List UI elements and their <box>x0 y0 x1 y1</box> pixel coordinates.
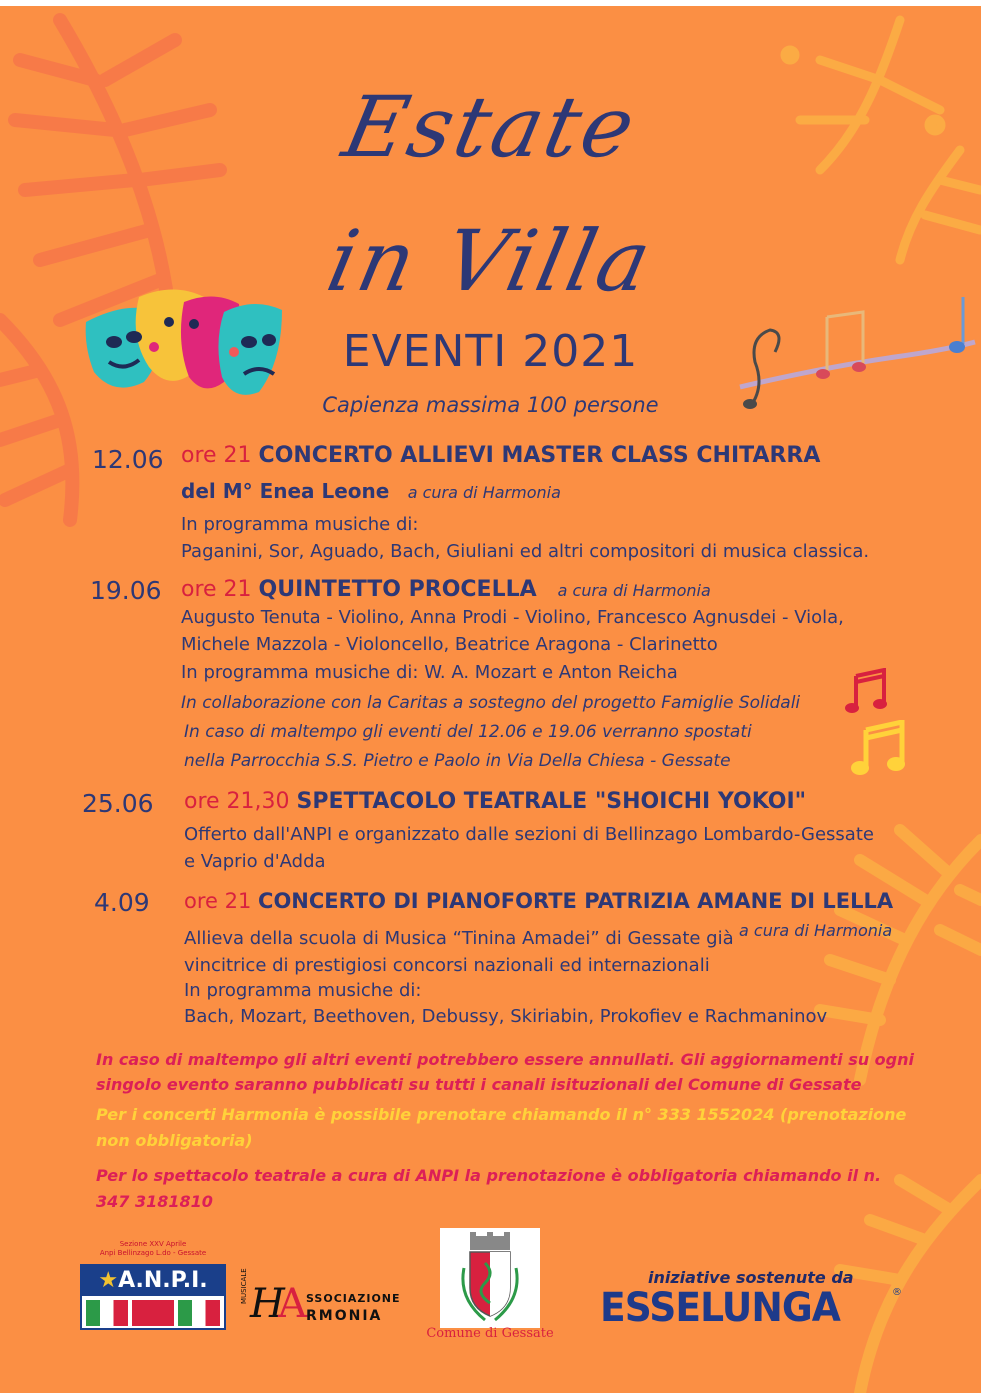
anpi-booking-note: Per lo spettacolo teatrale a cura di ANPI la prenotazione è obbligatoria chiamando il n. <box>96 1166 882 1185</box>
capacity-note: Capienza massima 100 persone <box>322 393 659 417</box>
anpi-booking-note: 347 3181810 <box>96 1192 213 1211</box>
event-organizer: a cura di Harmonia <box>739 921 893 940</box>
event-title: QUINTETTO PROCELLA <box>258 577 537 602</box>
event-description: Offerto dall'ANPI e organizzato dalle sezioni di Bellinzago Lombardo-Gessate <box>184 824 874 845</box>
star-icon: ★ <box>98 1268 119 1293</box>
esselunga-tagline: iniziative sostenute da <box>648 1268 854 1287</box>
esselunga-logo: ESSELUNGA <box>600 1285 840 1331</box>
event-heading <box>181 577 711 602</box>
weather-notice: singolo evento saranno pubblicati su tutti i canali isituzionali del Comune di Gessate <box>96 1075 862 1094</box>
music-note-icon <box>850 720 908 778</box>
harmonia-small-label: MUSICALE <box>240 1268 248 1304</box>
event-description: Allieva della scuola di Musica “Tinina Amadei” di Gessate già <box>184 928 734 949</box>
event-description: In programma musiche di: <box>184 980 422 1001</box>
anpi-caption: Sezione XXV Aprile <box>119 1240 187 1248</box>
anpi-name: A.N.P.I. <box>118 1268 208 1293</box>
event-date: 4.09 <box>94 888 150 917</box>
harmonia-booking-note: Per i concerti Harmonia è possibile prenotare chiamando il n° 333 1552024 (prenotazione <box>96 1105 907 1124</box>
anpi-name-band <box>82 1266 224 1296</box>
event-title: CONCERTO DI PIANOFORTE PATRIZIA AMANE DI LELLA <box>258 889 894 913</box>
anpi-flag-box <box>80 1264 226 1330</box>
event-time: ore 21 <box>181 443 252 468</box>
title-line-1: Estate <box>335 78 646 176</box>
event-description: e Vaprio d'Adda <box>184 851 326 872</box>
event-collaboration: In collaborazione con la Caritas a sostegno del progetto Famiglie Solidali <box>181 693 801 713</box>
weather-notice: In caso di maltempo gli altri eventi potrebbero essere annullati. Gli aggiornamenti su ogni <box>96 1050 914 1069</box>
event-date: 25.06 <box>82 789 154 818</box>
subtitle: EVENTI 2021 <box>342 326 639 377</box>
event-title: SPETTACOLO TEATRALE "SHOICHI YOKOI" <box>296 789 807 814</box>
event-description: Paganini, Sor, Aguado, Bach, Giuliani ed altri compositori di musica classica. <box>181 541 870 562</box>
event-description: Bach, Mozart, Beethoven, Debussy, Skiriabin, Prokofiev e Rachmaninov <box>184 1006 828 1027</box>
event-date: 12.06 <box>92 445 164 474</box>
anpi-flags <box>86 1300 220 1326</box>
music-note-icon <box>844 668 888 716</box>
event-heading-line2 <box>181 479 561 503</box>
event-description: vincitrice di prestigiosi concorsi nazionali ed internazionali <box>184 955 710 976</box>
event-weather-note: In caso di maltempo gli eventi del 12.06 e 19.06 verranno spostati <box>184 722 752 742</box>
event-heading <box>184 889 893 913</box>
harmonia-h-icon: H <box>250 1281 285 1327</box>
event-time: ore 21 <box>184 889 252 913</box>
event-description: In programma musiche di: W. A. Mozart e Anton Reicha <box>181 662 678 683</box>
harmonia-booking-note: non obbligatoria) <box>96 1131 253 1150</box>
event-title: CONCERTO ALLIEVI MASTER CLASS CHITARRA <box>258 443 821 468</box>
event-time: ore 21 <box>181 577 252 602</box>
event-description: In programma musiche di: <box>181 514 419 535</box>
comune-crest <box>440 1228 540 1328</box>
event-organizer: a cura di Harmonia <box>557 581 711 600</box>
event-heading <box>181 443 820 468</box>
event-organizer: a cura di Harmonia <box>407 483 561 502</box>
comune-name: Comune di Gessate <box>426 1326 554 1341</box>
event-weather-note: nella Parrocchia S.S. Pietro e Paolo in Via Della Chiesa - Gessate <box>184 751 731 771</box>
harmonia-a-icon: A <box>278 1281 307 1327</box>
event-heading <box>184 789 806 814</box>
title-line-2: in Villa <box>319 212 662 310</box>
event-description: Augusto Tenuta - Violino, Anna Prodi - Violino, Francesco Agnusdei - Viola, <box>181 607 844 628</box>
crest-icon <box>440 1228 540 1328</box>
anpi-caption: Anpi Bellinzago L.do - Gessate <box>99 1249 207 1257</box>
harmonia-logo <box>240 1268 405 1327</box>
event-title-line2: del M° Enea Leone <box>181 479 390 503</box>
anpi-logo <box>78 1240 228 1332</box>
harmonia-assoc: SSOCIAZIONE <box>306 1292 401 1305</box>
music-notes-icon <box>735 292 980 417</box>
registered-icon: ® <box>892 1287 902 1298</box>
event-description: Michele Mazzola - Violoncello, Beatrice Aragona - Clarinetto <box>181 634 718 655</box>
harmonia-name: RMONIA <box>306 1308 383 1324</box>
event-date: 19.06 <box>90 576 162 605</box>
event-time: ore 21,30 <box>184 789 290 814</box>
